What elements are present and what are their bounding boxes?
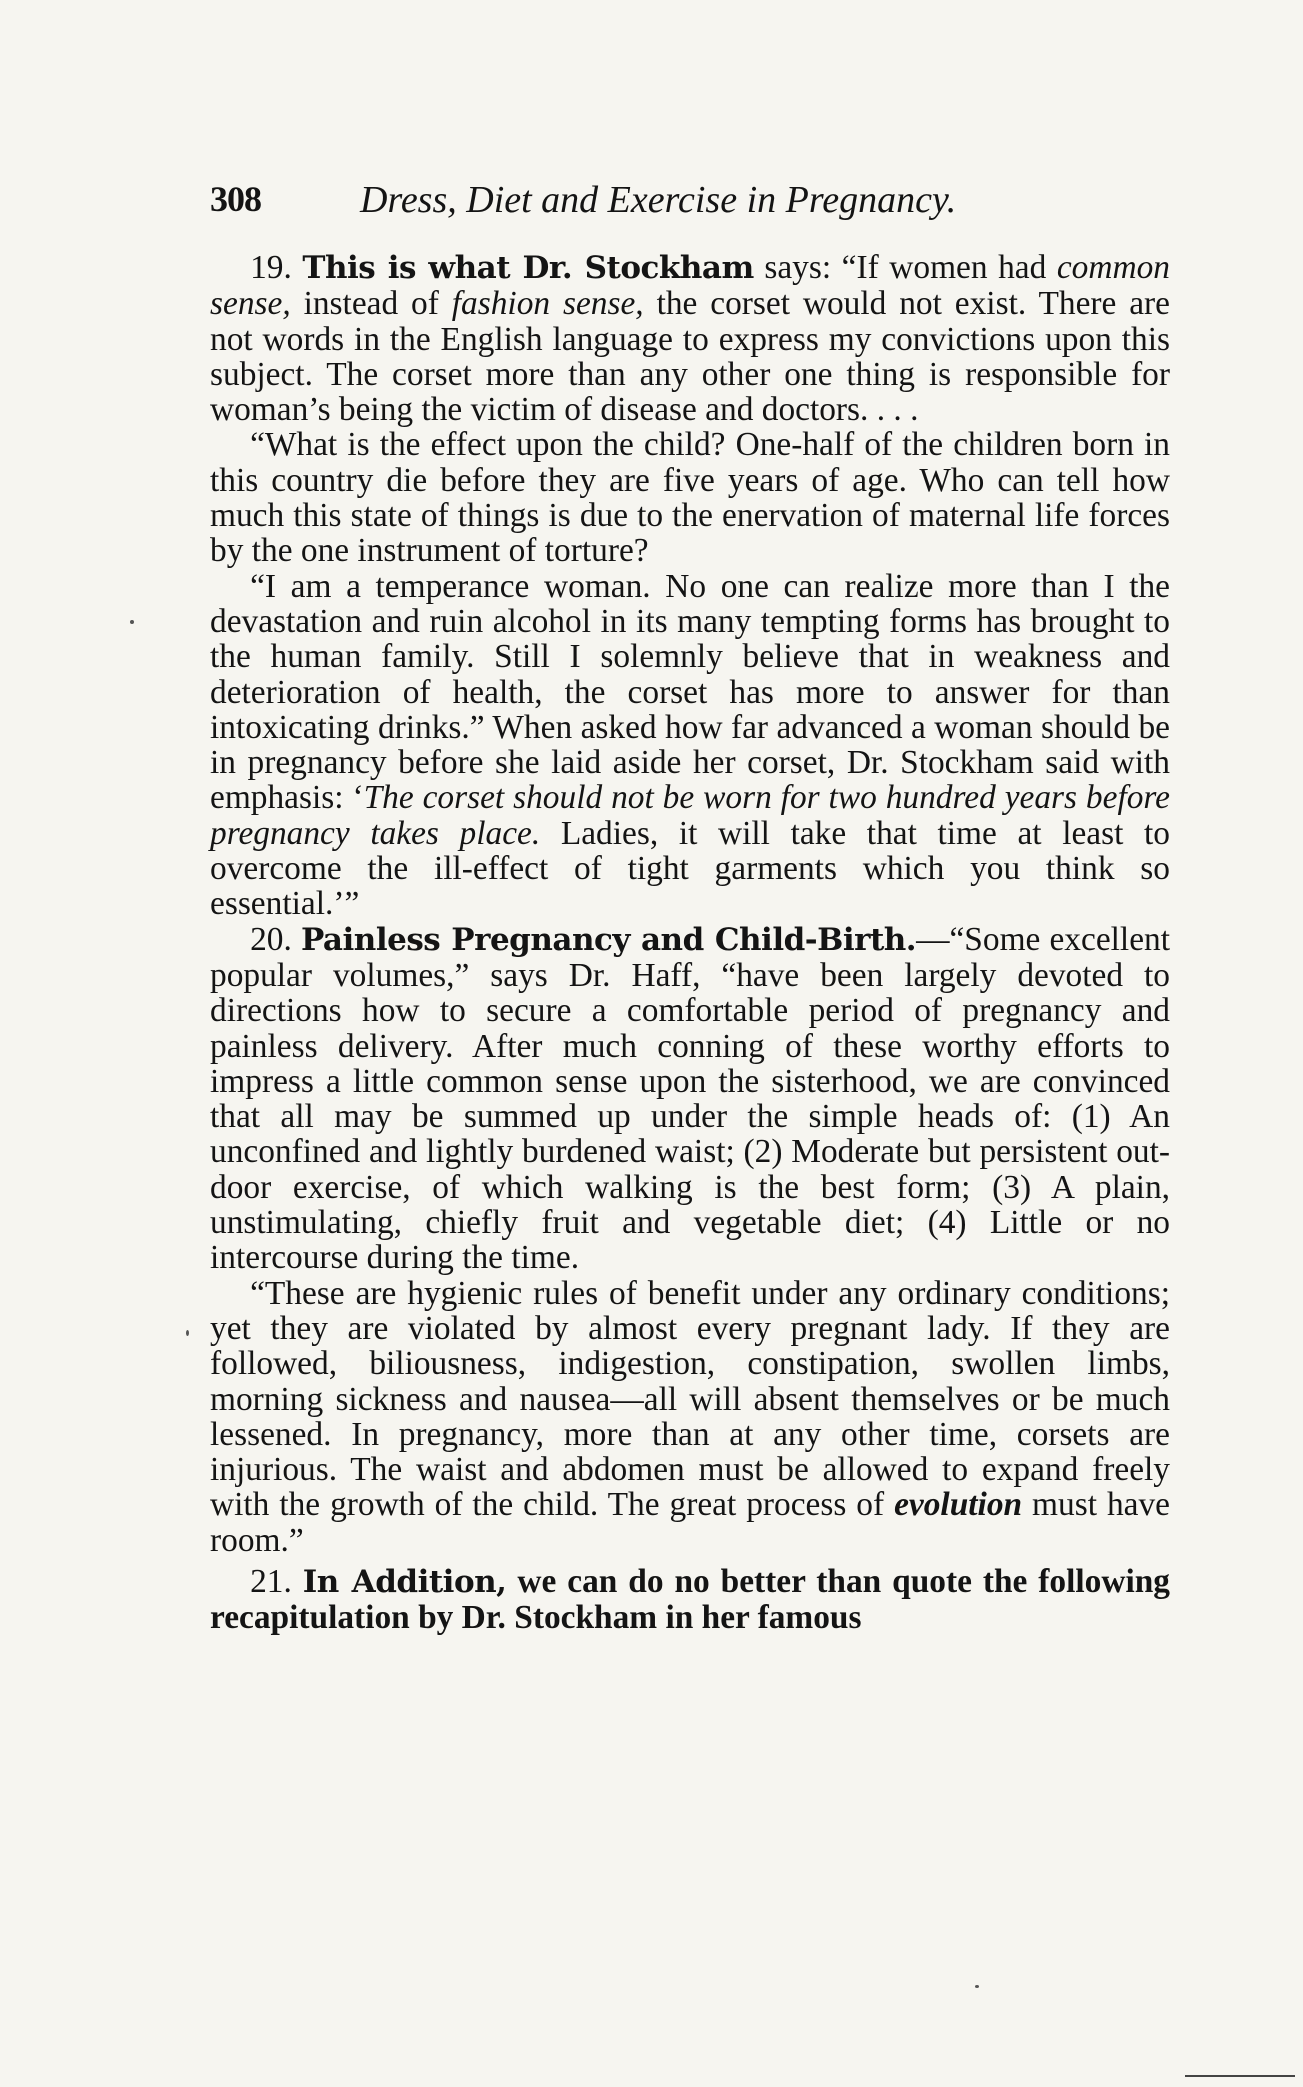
book-page: [210, 178, 1170, 1636]
paragraph-text: the corset would not exist. There are not words in the English language to express my convictions upon this subject. The corset more than any other one thing is responsible for woman’s being the victim of disease and doctors. . . .: [210, 285, 1170, 429]
section-19-paragraph-2: “What is the effect upon the child? One-half of the children born in this country die before they are five years of age. Who can tell how much this state of things is due to the enervation of maternal life forces by the one instrument of torture?: [210, 426, 1170, 570]
section-number: 20.: [250, 920, 292, 958]
section-20-paragraph-1: [210, 922, 1170, 1276]
section-heading: Painless Pregnancy and Child-Birth.: [300, 921, 917, 958]
print-speck: [130, 620, 134, 624]
section-21-paragraph-1: [210, 1564, 1170, 1636]
section-number: 19.: [250, 249, 292, 286]
italic-phrase: fashion sense,: [451, 285, 644, 323]
paragraph-text: we can do no better than quote the following recapitulation by Dr. Stockham in her famous: [210, 1562, 1170, 1637]
paragraph-text: “I am a temperance woman. No one can realize more than I the devastation and ruin alcohol in its many tempting forms has brought to the human family. Still I solemnly believe that in weakness and deterioration of health, the corset has more to answer for than intoxicating drinks.” When asked how far advanced a woman should be in pregnancy before she laid aside her corset, Dr. Stockham said with emphasis: ‘: [210, 567, 1170, 817]
section-heading: In Addition,: [302, 1563, 507, 1600]
paragraph-text: —“Some excellent popular volumes,” says Dr. Haff, “have been largely devoted to directions how to secure a comfortable period of pregnancy and painless delivery. After much conning of these worthy efforts to impress a little common sense upon the sisterhood, we are convinced that all may be summed up under the simple heads of: (1) An unconfined and lightly burdened waist; (2) Moderate but persistent out-door exercise, of which walking is the best form; (3) A plain, unstimulating, chiefly fruit and vegetable diet; (4) Little or no intercourse during the time.: [210, 920, 1170, 1277]
section-19-paragraph-3: [210, 569, 1170, 922]
body-text: [210, 250, 1170, 1636]
page-header: [210, 178, 1170, 230]
section-19-paragraph-1: [210, 250, 1170, 427]
running-title: Dress, Diet and Exercise in Pregnancy.: [360, 179, 957, 221]
italic-quote: The corset should not be worn for two hundred years before pregnancy takes place.: [210, 779, 1170, 852]
paragraph-text: must have room.”: [210, 1486, 1170, 1559]
paragraph-text: instead of: [290, 285, 452, 323]
paragraph-text: “These are hygienic rules of benefit under any ordinary conditions; yet they are violated by almost every pregnant lady. If they are followed, biliousness, indigestion, constipation, swollen limbs, morning sickness and nausea—all will absent themselves or be much lessened. In pregnancy, more than at any other time, corsets are injurious. The waist and abdomen must be allowed to expand freely with the growth of the child. The great process of: [210, 1274, 1170, 1524]
italic-word: evolution: [894, 1486, 1023, 1524]
section-number: 21.: [250, 1562, 292, 1600]
paragraph-text: says: “If women had: [753, 249, 1057, 286]
print-speck: [975, 1985, 979, 1988]
page-number: 308: [210, 179, 261, 219]
section-heading: This is what Dr. Stockham: [302, 250, 754, 286]
page-edge-rule: [1185, 2075, 1295, 2077]
section-20-paragraph-2: [210, 1276, 1170, 1558]
print-speck: [186, 1330, 189, 1336]
italic-phrase: common sense,: [210, 249, 1170, 323]
paragraph-text: Ladies, it will take that time at least to overcome the ill-effect of tight garments which you think so essential.’”: [210, 814, 1170, 923]
